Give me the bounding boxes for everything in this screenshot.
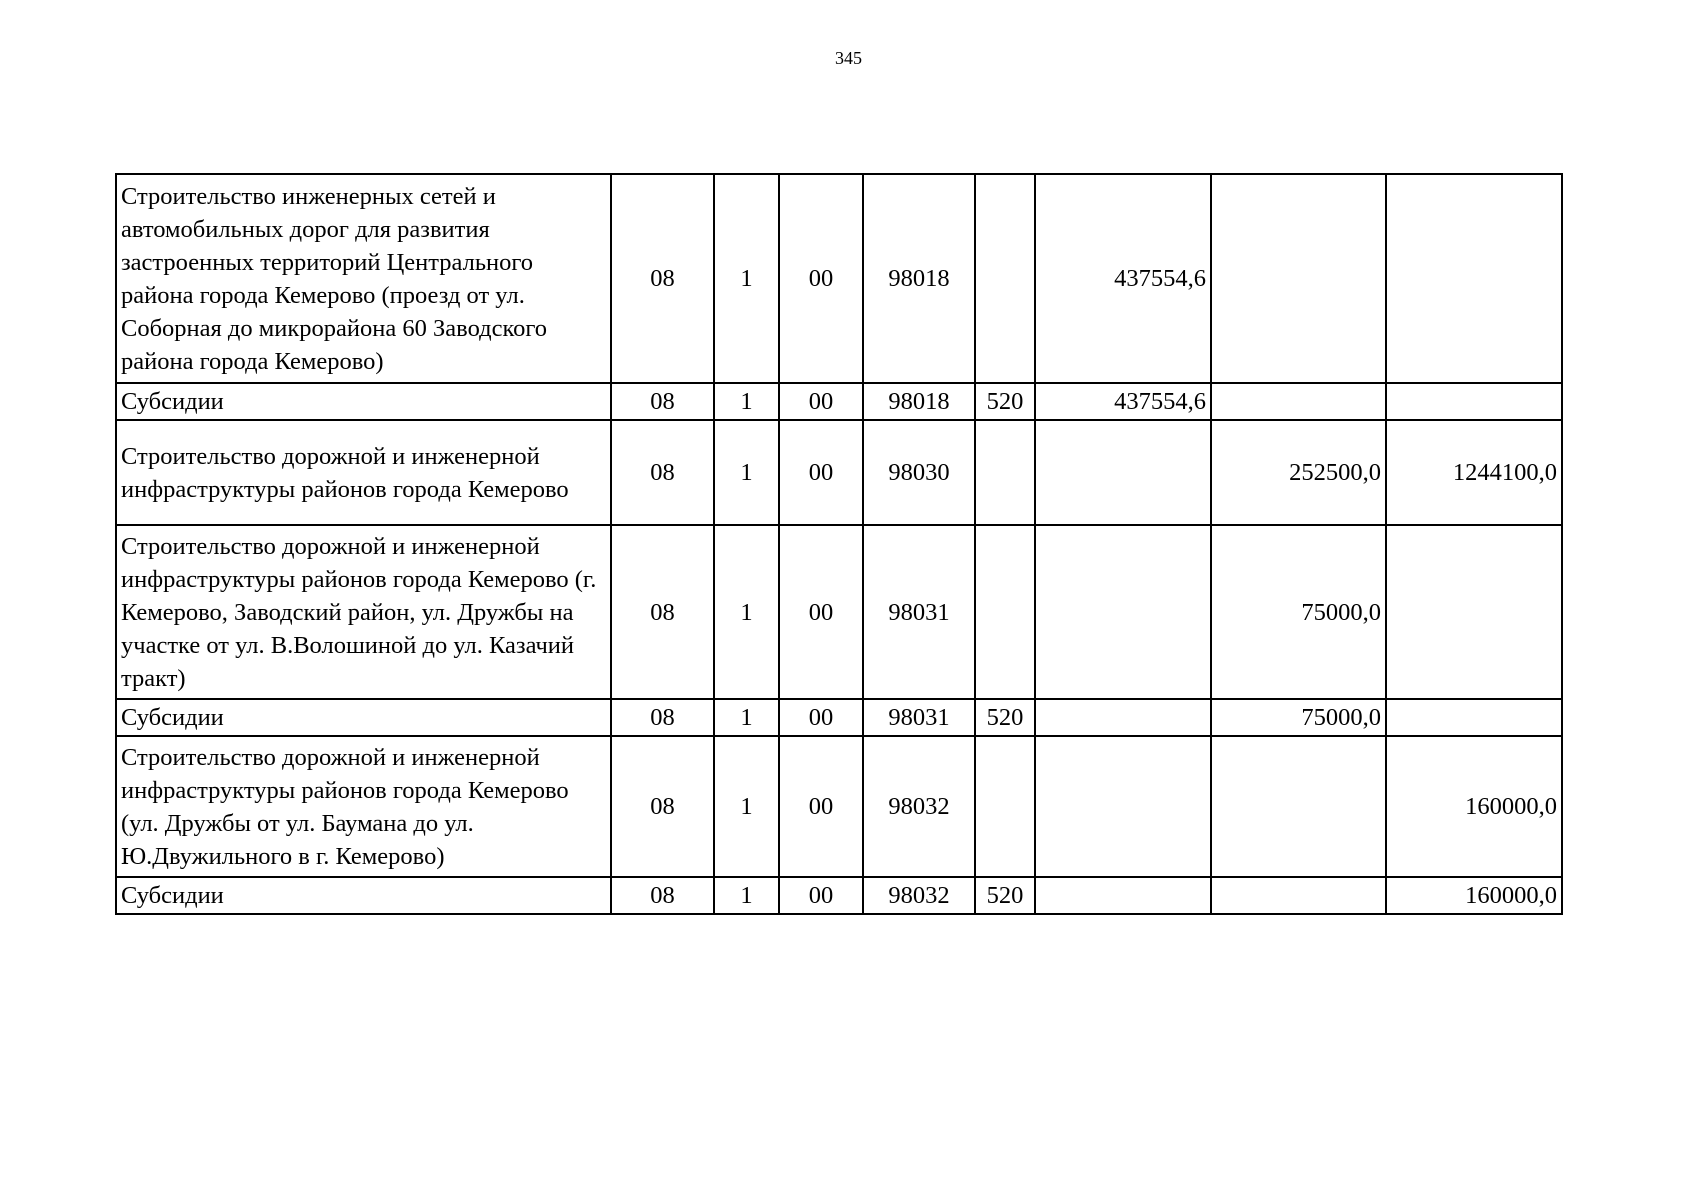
amount-year1-cell (1035, 699, 1211, 736)
section-code-cell: 08 (611, 174, 714, 383)
amount-year1-cell (1035, 420, 1211, 525)
amount-year3-cell (1386, 699, 1562, 736)
section-code-cell: 08 (611, 525, 714, 699)
program-code-cell: 1 (714, 420, 779, 525)
expense-type-cell (975, 174, 1035, 383)
table-row (116, 420, 1562, 525)
item-name-cell: Субсидии (116, 877, 611, 914)
subprogram-code-cell: 00 (779, 525, 863, 699)
subprogram-code-cell: 00 (779, 383, 863, 420)
program-code-cell: 1 (714, 877, 779, 914)
section-code-cell: 08 (611, 736, 714, 877)
amount-year3-cell (1386, 383, 1562, 420)
section-code-cell: 08 (611, 420, 714, 525)
direction-code-cell: 98031 (863, 525, 975, 699)
page-number: 345 (835, 48, 862, 68)
amount-year2-cell: 75000,0 (1211, 525, 1386, 699)
table-row (116, 383, 1562, 420)
amount-year3-cell: 160000,0 (1386, 877, 1562, 914)
section-code-cell: 08 (611, 383, 714, 420)
subprogram-code-cell: 00 (779, 420, 863, 525)
amount-year3-cell (1386, 174, 1562, 383)
amount-year3-cell (1386, 525, 1562, 699)
direction-code-cell: 98018 (863, 174, 975, 383)
amount-year1-cell (1035, 736, 1211, 877)
expense-type-cell: 520 (975, 877, 1035, 914)
item-name-cell: Строительство дорожной и инженерной инфраструктуры районов города Кемерово (116, 420, 611, 525)
expense-type-cell (975, 736, 1035, 877)
direction-code-cell: 98030 (863, 420, 975, 525)
amount-year2-cell (1211, 736, 1386, 877)
table-row (116, 525, 1562, 699)
program-code-cell: 1 (714, 736, 779, 877)
amount-year2-cell (1211, 174, 1386, 383)
expense-type-cell (975, 525, 1035, 699)
amount-year3-cell: 160000,0 (1386, 736, 1562, 877)
amount-year1-cell: 437554,6 (1035, 174, 1211, 383)
direction-code-cell: 98018 (863, 383, 975, 420)
table-row (116, 877, 1562, 914)
table-row (116, 699, 1562, 736)
amount-year2-cell (1211, 877, 1386, 914)
amount-year2-cell: 252500,0 (1211, 420, 1386, 525)
item-name-cell: Строительство инженерных сетей и автомобильных дорог для развития застроенных территорий Центрального района города Кемерово (проезд от ул. Соборная до микрорайона 60 Заводского района города Кемерово) (116, 174, 611, 383)
table-row (116, 736, 1562, 877)
amount-year2-cell (1211, 383, 1386, 420)
direction-code-cell: 98032 (863, 877, 975, 914)
amount-year1-cell (1035, 877, 1211, 914)
program-code-cell: 1 (714, 174, 779, 383)
expense-type-cell (975, 420, 1035, 525)
section-code-cell: 08 (611, 877, 714, 914)
amount-year3-cell: 1244100,0 (1386, 420, 1562, 525)
direction-code-cell: 98032 (863, 736, 975, 877)
item-name-cell: Субсидии (116, 383, 611, 420)
item-name-cell: Субсидии (116, 699, 611, 736)
program-code-cell: 1 (714, 525, 779, 699)
direction-code-cell: 98031 (863, 699, 975, 736)
budget-table (115, 173, 1563, 915)
subprogram-code-cell: 00 (779, 736, 863, 877)
program-code-cell: 1 (714, 383, 779, 420)
expense-type-cell: 520 (975, 699, 1035, 736)
table-row (116, 174, 1562, 383)
subprogram-code-cell: 00 (779, 699, 863, 736)
amount-year2-cell: 75000,0 (1211, 699, 1386, 736)
item-name-cell: Строительство дорожной и инженерной инфраструктуры районов города Кемерово (ул. Дружбы от ул. Баумана до ул. Ю.Двужильного в г. Кемерово) (116, 736, 611, 877)
expense-type-cell: 520 (975, 383, 1035, 420)
subprogram-code-cell: 00 (779, 174, 863, 383)
program-code-cell: 1 (714, 699, 779, 736)
amount-year1-cell (1035, 525, 1211, 699)
amount-year1-cell: 437554,6 (1035, 383, 1211, 420)
item-name-cell: Строительство дорожной и инженерной инфраструктуры районов города Кемерово (г. Кемерово, Заводский район, ул. Дружбы на участке от ул. В.Волошиной до ул. Казачий тракт) (116, 525, 611, 699)
subprogram-code-cell: 00 (779, 877, 863, 914)
section-code-cell: 08 (611, 699, 714, 736)
